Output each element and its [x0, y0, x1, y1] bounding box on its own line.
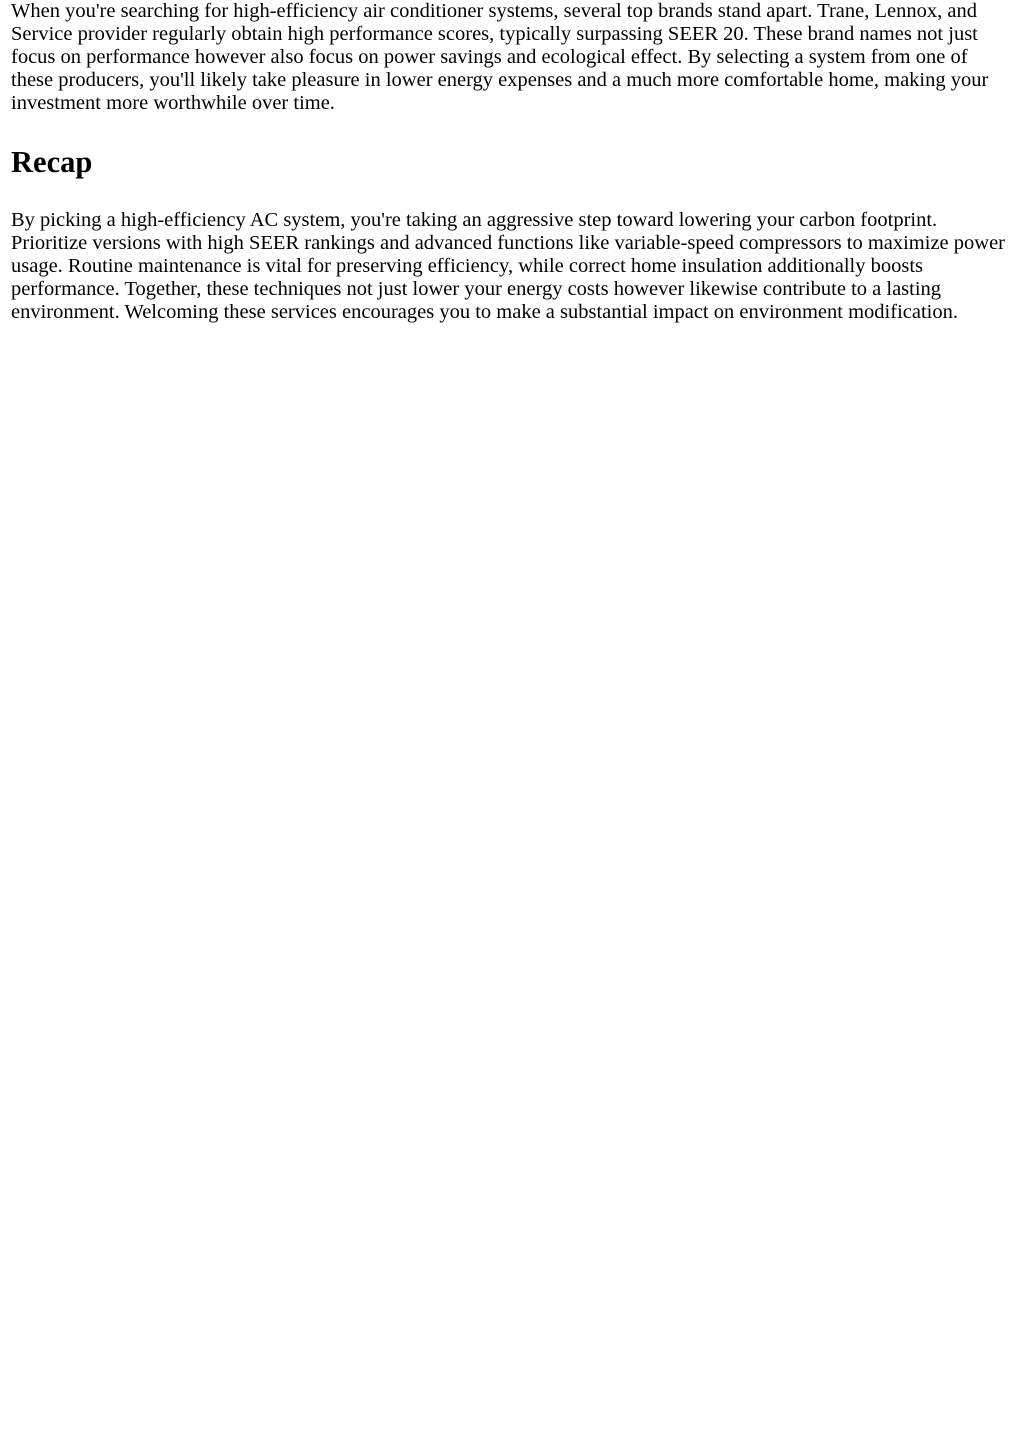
recap-heading: Recap	[11, 145, 93, 179]
recap-paragraph: By picking a high-efficiency AC system, you're taking an aggressive step toward lowering your carbon footprint. Prioritize versions with high SEER rankings and advanced functions like variable-speed compressors to maximize power usage. Routine maintenance is vital for preserving efficiency, while correct home insulation additionally boosts performance. Together, these techniques not just lower your energy costs however likewise contribute to a lasting environment. Welcoming these services encourages you to make a substantial impact on environment modification.	[11, 209, 1005, 323]
article-body	[0, 0, 1024, 324]
intro-paragraph: When you're searching for high-efficiency air conditioner systems, several top brands stand apart. Trane, Lennox, and Service provider regularly obtain high performance scores, typically surpassing SEER 20. These brand names not just focus on performance however also focus on power savings and ecological effect. By selecting a system from one of these producers, you'll likely take pleasure in lower energy expenses and a much more comfortable home, making your investment more worthwhile over time.	[11, 0, 989, 114]
